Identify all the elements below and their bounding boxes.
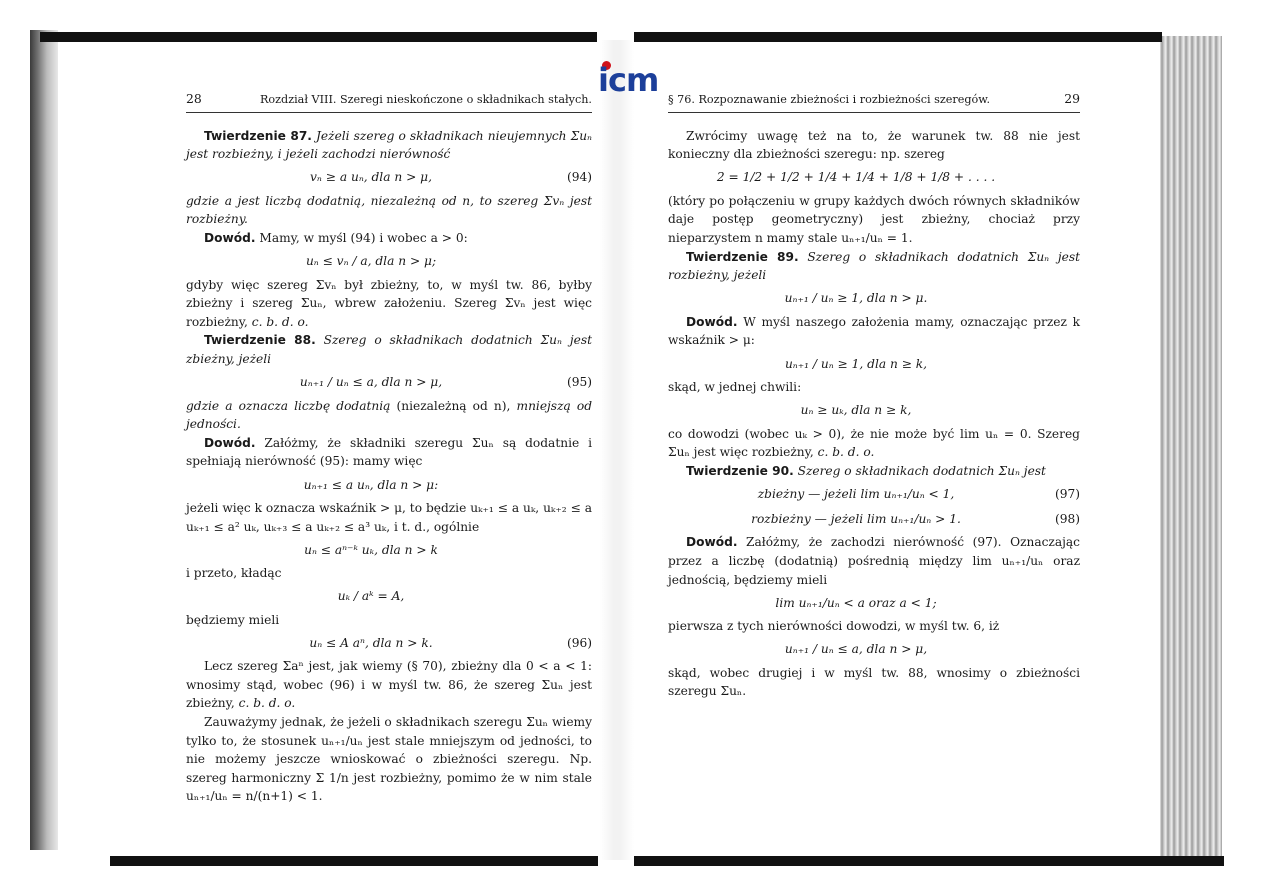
- text-run: Załóżmy, że składniki szeregu Σuₙ są dodatnie i spełniają nierówność (95): mamy więc: [186, 435, 592, 469]
- equation-number: (95): [566, 375, 592, 390]
- paragraph: [186, 657, 592, 713]
- theorem-label: Dowód.: [686, 535, 738, 550]
- text-run: Zwrócimy uwagę też na to, że warunek tw. 88 nie jest konieczny dla zbieżności szeregu: np. szereg: [668, 128, 1080, 162]
- paragraph: [186, 611, 592, 630]
- display-equation: [186, 586, 592, 608]
- display-equation: [186, 251, 592, 273]
- display-equation: [186, 167, 592, 189]
- display-equation: [668, 483, 1080, 505]
- equation-body: zbieżny — jeżeli lim uₙ₊₁/uₙ < 1,: [757, 487, 955, 502]
- paragraph: [668, 378, 1080, 397]
- theorem-label: Twierdzenie 89.: [686, 249, 799, 264]
- display-equation: [186, 539, 592, 561]
- theorem-label: Dowód.: [686, 314, 738, 329]
- equation-body: lim uₙ₊₁/uₙ < a oraz a < 1;: [775, 595, 937, 610]
- scan-border-bottom-left: [110, 856, 598, 866]
- equation-number: (96): [566, 635, 592, 650]
- display-equation: [668, 288, 1080, 310]
- paragraph: [668, 664, 1080, 701]
- text-run: Szereg o składnikach dodatnich Σuₙ jest rozbieżny, jeżeli: [668, 249, 1080, 283]
- text-run: jeżeli więc k oznacza wskaźnik > μ, to będzie uₖ₊₁ ≤ a uₖ, uₖ₊₂ ≤ a uₖ₊₁ ≤ a² uₖ, uₖ₊₃ ≤ a uₖ₊₂ ≤ a³ uₖ, i t. d., ogólnie: [186, 500, 592, 534]
- text-run: gdzie a oznacza liczbę dodatnią: [186, 398, 397, 413]
- text-run: i przeto, kładąc: [186, 566, 282, 581]
- equation-body: uₙ₊₁ ≤ a uₙ, dla n > μ:: [303, 477, 439, 492]
- scan-border-top-left: [40, 32, 597, 42]
- paragraph: [186, 397, 592, 434]
- equation-body: rozbieżny — jeżeli lim uₙ₊₁/uₙ > 1.: [751, 512, 961, 527]
- paragraph: [186, 331, 592, 368]
- left-page-body: [186, 127, 592, 806]
- icm-logo: icm: [598, 61, 659, 99]
- text-run: Szereg o składnikach dodatnich Σuₙ jest: [793, 463, 1046, 478]
- display-equation: [186, 632, 592, 654]
- paragraph: [668, 313, 1080, 350]
- paragraph: [668, 248, 1080, 285]
- text-run: będziemy mieli: [186, 612, 280, 627]
- theorem-label: Dowód.: [204, 435, 256, 450]
- equation-number: (98): [1054, 512, 1080, 527]
- text-run: skąd, w jednej chwili:: [668, 379, 802, 394]
- equation-body: 2 = 1/2 + 1/2 + 1/4 + 1/4 + 1/8 + 1/8 + . . . .: [716, 170, 996, 185]
- text-run: Załóżmy, że zachodzi nierówność (97). Oznaczając przez a liczbę (dodatnią) pośrednią między lim uₙ₊₁/uₙ oraz jednością, będziemy mieli: [668, 535, 1080, 587]
- text-run: W myśl naszego założenia mamy, oznaczając przez k wskaźnik > μ:: [668, 314, 1080, 348]
- equation-body: uₙ₊₁ / uₙ ≥ 1, dla n ≥ k,: [784, 356, 928, 371]
- paragraph: [668, 462, 1080, 481]
- scan-border-bottom-right: [634, 856, 1224, 866]
- left-page-edge: [30, 30, 58, 850]
- text-run: Zauważymy jednak, że jeżeli o składnikach szeregu Σuₙ wiemy tylko to, że stosunek uₙ₊₁/uₙ jest stale mniejszym od jedności, to nie możemy jeszcze wnioskować o zbieżności szeregu. Np. szereg harmoniczny Σ 1/n jest rozbieżny, pomimo że w nim stale uₙ₊₁/uₙ = n/(n+1) < 1.: [186, 715, 592, 804]
- left-running-header: [186, 90, 592, 113]
- paragraph: [186, 564, 592, 583]
- display-equation: [668, 508, 1080, 530]
- theorem-label: Twierdzenie 87.: [204, 128, 312, 143]
- right-page-edges: [1160, 36, 1222, 856]
- paragraph: [668, 533, 1080, 589]
- text-run: Lecz szereg Σaⁿ jest, jak wiemy (§ 70), zbieżny dla 0 < a < 1: wnosimy stąd, wobec (96) i w myśl tw. 86, że szereg Σuₙ jest zbieżny,: [186, 659, 592, 711]
- equation-body: uₙ₊₁ / uₙ ≤ a, dla n > μ,: [299, 375, 443, 390]
- text-run: c. b. d. o.: [251, 314, 309, 329]
- scan-border-top-right: [634, 32, 1162, 42]
- text-run: skąd, wobec drugiej i w myśl tw. 88, wnosimy o zbieżności szeregu Σuₙ.: [668, 665, 1080, 699]
- display-equation: [186, 372, 592, 394]
- text-run: Szereg o składnikach dodatnich Σuₙ jest zbieżny, jeżeli: [186, 333, 592, 366]
- display-equation: [668, 353, 1080, 375]
- equation-body: vₙ ≥ a uₙ, dla n > μ,: [310, 170, 432, 185]
- equation-body: uₙ₊₁ / uₙ ≤ a, dla n > μ,: [784, 642, 928, 657]
- text-run: c. b. d. o.: [817, 445, 875, 460]
- equation-body: uₙ ≥ uₖ, dla n ≥ k,: [800, 403, 912, 418]
- paragraph: [186, 499, 592, 536]
- theorem-label: Dowód.: [204, 230, 256, 245]
- right-running-header: [668, 90, 1080, 113]
- equation-body: uₙ₊₁ / uₙ ≥ 1, dla n > μ.: [784, 291, 928, 306]
- paragraph: [668, 617, 1080, 636]
- page-number: 29: [1064, 91, 1080, 106]
- paragraph: [186, 434, 592, 471]
- theorem-label: Twierdzenie 90.: [686, 463, 794, 478]
- text-run: gdzie a jest liczbą dodatnią, niezależną od n, to szereg Σvₙ jest rozbieżny.: [186, 193, 592, 227]
- paragraph: [186, 229, 592, 248]
- paragraph: [186, 713, 592, 806]
- text-run: c. b. d. o.: [238, 696, 296, 711]
- display-equation: [668, 639, 1080, 661]
- equation-body: uₙ ≤ A aⁿ, dla n > k.: [309, 635, 433, 650]
- display-equation: [186, 474, 592, 496]
- display-equation: [668, 167, 1080, 189]
- running-head-title: Rozdział VIII. Szeregi nieskończone o składnikach stałych.: [260, 93, 592, 106]
- text-run: (który po połączeniu w grupy każdych dwóch równych składników daje postęp geometryczny) jest zbieżny, chociaż przy nieparzystem n mamy stale uₙ₊₁/uₙ = 1.: [668, 193, 1080, 245]
- text-run: gdyby więc szereg Σvₙ był zbieżny, to, w myśl tw. 86, byłby zbieżny i szereg Σuₙ, wbrew założeniu. Szereg Σvₙ jest więc rozbieżny,: [186, 277, 592, 329]
- text-run: co dowodzi (wobec uₖ > 0), że nie może być lim uₙ = 0. Szereg Σuₙ jest więc rozbieżny,: [668, 426, 1080, 460]
- equation-body: uₙ ≤ vₙ / a, dla n > μ;: [305, 254, 437, 269]
- text-run: Mamy, w myśl (94) i wobec a > 0:: [255, 230, 468, 245]
- page-number: 28: [186, 91, 202, 106]
- equation-body: uₙ ≤ aⁿ⁻ᵏ uₖ, dla n > k: [304, 542, 438, 557]
- paragraph: [668, 192, 1080, 248]
- equation-number: (94): [566, 170, 592, 185]
- book-gutter: [600, 40, 634, 860]
- paragraph: [186, 127, 592, 164]
- equation-number: (97): [1054, 487, 1080, 502]
- left-page: [186, 90, 592, 806]
- text-run: (niezależną od n),: [396, 398, 517, 413]
- running-head-title: § 76. Rozpoznawanie zbieżności i rozbieżności szeregów.: [668, 93, 991, 106]
- theorem-label: Twierdzenie 88.: [204, 333, 316, 348]
- text-run: mniejszą od jedności.: [186, 398, 592, 432]
- equation-body: uₖ / aᵏ = A,: [337, 589, 405, 604]
- paragraph: [668, 425, 1080, 462]
- paragraph: [186, 276, 592, 332]
- text-run: Jeżeli szereg o składnikach nieujemnych Σuₙ jest rozbieżny, i jeżeli zachodzi nierówność: [186, 128, 592, 162]
- right-page: [668, 90, 1080, 701]
- text-run: pierwsza z tych nierówności dowodzi, w myśl tw. 6, iż: [668, 619, 1000, 634]
- paragraph: [186, 192, 592, 229]
- right-page-body: [668, 127, 1080, 701]
- display-equation: [668, 592, 1080, 614]
- paragraph: [668, 127, 1080, 164]
- display-equation: [668, 400, 1080, 422]
